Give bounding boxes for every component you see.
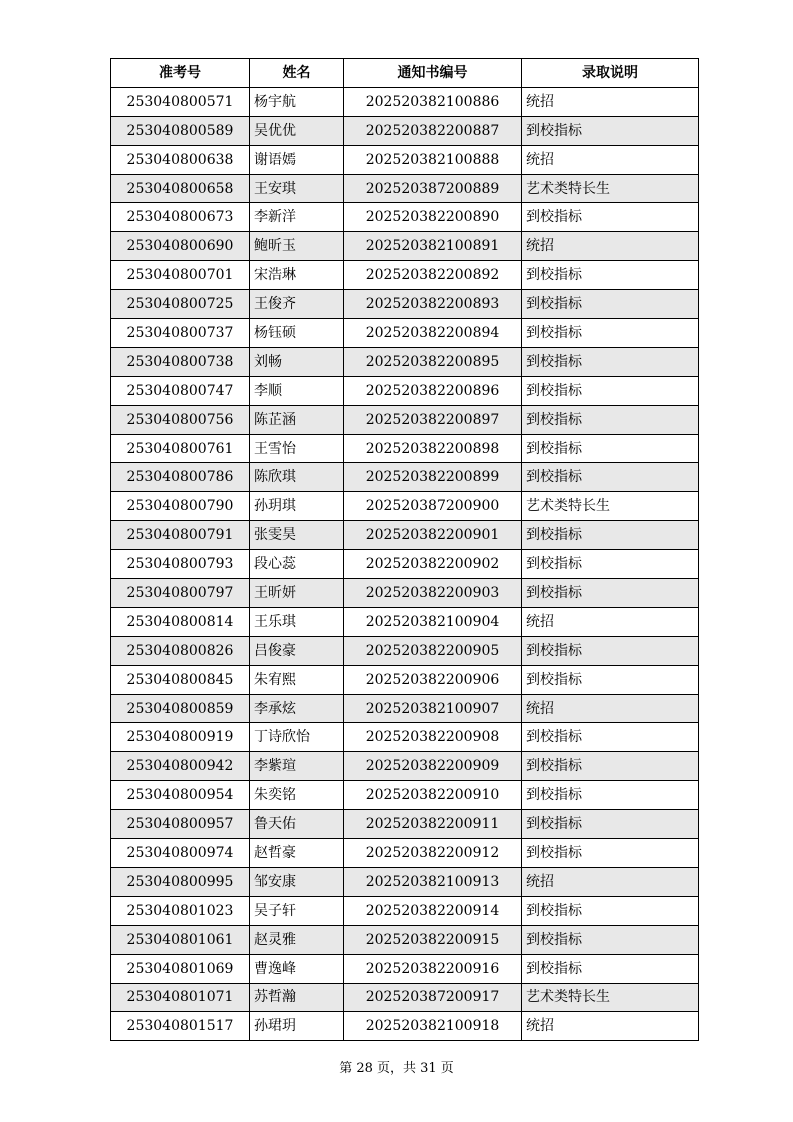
table-row bbox=[111, 839, 699, 868]
cell-notice-number: 202520382200896 bbox=[344, 376, 522, 405]
cell-exam-number: 253040800738 bbox=[111, 347, 250, 376]
table-header-row bbox=[111, 59, 699, 88]
cell-admission-note: 统招 bbox=[522, 694, 699, 723]
header-exam-number: 准考号 bbox=[111, 59, 250, 88]
cell-name: 刘畅 bbox=[250, 347, 344, 376]
cell-name: 宋浩琳 bbox=[250, 261, 344, 290]
cell-notice-number: 202520382200898 bbox=[344, 434, 522, 463]
cell-notice-number: 202520382200914 bbox=[344, 896, 522, 925]
cell-name: 吴优优 bbox=[250, 116, 344, 145]
cell-exam-number: 253040800797 bbox=[111, 579, 250, 608]
cell-name: 邹安康 bbox=[250, 867, 344, 896]
cell-admission-note: 到校指标 bbox=[522, 896, 699, 925]
table-row bbox=[111, 550, 699, 579]
cell-notice-number: 202520382200894 bbox=[344, 319, 522, 348]
cell-notice-number: 202520382200911 bbox=[344, 810, 522, 839]
cell-name: 张雯昊 bbox=[250, 521, 344, 550]
cell-name: 王雪怡 bbox=[250, 434, 344, 463]
cell-admission-note: 到校指标 bbox=[522, 579, 699, 608]
table-row bbox=[111, 434, 699, 463]
cell-notice-number: 202520382200916 bbox=[344, 954, 522, 983]
cell-notice-number: 202520382100907 bbox=[344, 694, 522, 723]
admission-table bbox=[110, 58, 699, 1041]
cell-name: 杨钰硕 bbox=[250, 319, 344, 348]
cell-name: 陈欣琪 bbox=[250, 463, 344, 492]
table-row bbox=[111, 607, 699, 636]
cell-admission-note: 到校指标 bbox=[522, 925, 699, 954]
cell-notice-number: 202520382200915 bbox=[344, 925, 522, 954]
cell-exam-number: 253040800859 bbox=[111, 694, 250, 723]
cell-notice-number: 202520382200892 bbox=[344, 261, 522, 290]
cell-exam-number: 253040800957 bbox=[111, 810, 250, 839]
cell-name: 李新洋 bbox=[250, 203, 344, 232]
cell-exam-number: 253040800919 bbox=[111, 723, 250, 752]
cell-admission-note: 到校指标 bbox=[522, 665, 699, 694]
cell-exam-number: 253040800995 bbox=[111, 867, 250, 896]
cell-admission-note: 到校指标 bbox=[522, 319, 699, 348]
cell-exam-number: 253040801023 bbox=[111, 896, 250, 925]
cell-name: 鲍昕玉 bbox=[250, 232, 344, 261]
cell-notice-number: 202520382200890 bbox=[344, 203, 522, 232]
cell-notice-number: 202520382100891 bbox=[344, 232, 522, 261]
table-row bbox=[111, 319, 699, 348]
cell-admission-note: 统招 bbox=[522, 867, 699, 896]
table-row bbox=[111, 290, 699, 319]
cell-name: 王安琪 bbox=[250, 174, 344, 203]
cell-name: 赵灵雅 bbox=[250, 925, 344, 954]
cell-exam-number: 253040800725 bbox=[111, 290, 250, 319]
table-row bbox=[111, 752, 699, 781]
cell-name: 杨宇航 bbox=[250, 87, 344, 116]
cell-exam-number: 253040800954 bbox=[111, 781, 250, 810]
cell-admission-note: 到校指标 bbox=[522, 434, 699, 463]
cell-notice-number: 202520382100886 bbox=[344, 87, 522, 116]
table-row bbox=[111, 694, 699, 723]
cell-notice-number: 202520387200889 bbox=[344, 174, 522, 203]
cell-admission-note: 艺术类特长生 bbox=[522, 983, 699, 1012]
table-row bbox=[111, 636, 699, 665]
cell-admission-note: 到校指标 bbox=[522, 203, 699, 232]
cell-notice-number: 202520382200901 bbox=[344, 521, 522, 550]
cell-admission-note: 统招 bbox=[522, 607, 699, 636]
cell-exam-number: 253040800761 bbox=[111, 434, 250, 463]
header-name: 姓名 bbox=[250, 59, 344, 88]
cell-notice-number: 202520382200910 bbox=[344, 781, 522, 810]
cell-name: 赵哲豪 bbox=[250, 839, 344, 868]
cell-name: 王俊齐 bbox=[250, 290, 344, 319]
table-row bbox=[111, 347, 699, 376]
cell-admission-note: 统招 bbox=[522, 87, 699, 116]
table-row bbox=[111, 810, 699, 839]
table-row bbox=[111, 781, 699, 810]
cell-exam-number: 253040800790 bbox=[111, 492, 250, 521]
cell-admission-note: 到校指标 bbox=[522, 521, 699, 550]
cell-notice-number: 202520382200908 bbox=[344, 723, 522, 752]
cell-exam-number: 253040800690 bbox=[111, 232, 250, 261]
cell-name: 王乐琪 bbox=[250, 607, 344, 636]
cell-exam-number: 253040801517 bbox=[111, 1012, 250, 1041]
table-row bbox=[111, 896, 699, 925]
table-row bbox=[111, 463, 699, 492]
table-row bbox=[111, 723, 699, 752]
cell-admission-note: 统招 bbox=[522, 1012, 699, 1041]
table-row bbox=[111, 261, 699, 290]
cell-name: 陈芷涵 bbox=[250, 405, 344, 434]
cell-admission-note: 到校指标 bbox=[522, 781, 699, 810]
cell-exam-number: 253040800747 bbox=[111, 376, 250, 405]
page-footer: 第 28 页，共 31 页 bbox=[339, 1061, 454, 1076]
cell-notice-number: 202520382200905 bbox=[344, 636, 522, 665]
cell-admission-note: 到校指标 bbox=[522, 116, 699, 145]
cell-admission-note: 到校指标 bbox=[522, 463, 699, 492]
cell-notice-number: 202520382200906 bbox=[344, 665, 522, 694]
header-notice-number: 通知书编号 bbox=[344, 59, 522, 88]
header-admission-note: 录取说明 bbox=[522, 59, 699, 88]
cell-notice-number: 202520382200897 bbox=[344, 405, 522, 434]
cell-name: 孙玥琪 bbox=[250, 492, 344, 521]
cell-notice-number: 202520382200893 bbox=[344, 290, 522, 319]
cell-admission-note: 到校指标 bbox=[522, 550, 699, 579]
table-row bbox=[111, 232, 699, 261]
cell-exam-number: 253040800786 bbox=[111, 463, 250, 492]
cell-name: 朱宥熙 bbox=[250, 665, 344, 694]
cell-notice-number: 202520382200899 bbox=[344, 463, 522, 492]
cell-admission-note: 艺术类特长生 bbox=[522, 492, 699, 521]
cell-name: 段心蕊 bbox=[250, 550, 344, 579]
table-row bbox=[111, 925, 699, 954]
cell-name: 谢语嫣 bbox=[250, 145, 344, 174]
cell-exam-number: 253040800974 bbox=[111, 839, 250, 868]
table-row bbox=[111, 1012, 699, 1041]
cell-notice-number: 202520382200902 bbox=[344, 550, 522, 579]
cell-name: 鲁天佑 bbox=[250, 810, 344, 839]
table-row bbox=[111, 492, 699, 521]
cell-notice-number: 202520382200903 bbox=[344, 579, 522, 608]
cell-exam-number: 253040800589 bbox=[111, 116, 250, 145]
cell-notice-number: 202520382100904 bbox=[344, 607, 522, 636]
cell-notice-number: 202520382100913 bbox=[344, 867, 522, 896]
cell-notice-number: 202520387200900 bbox=[344, 492, 522, 521]
table-row bbox=[111, 405, 699, 434]
cell-name: 苏哲瀚 bbox=[250, 983, 344, 1012]
cell-notice-number: 202520382200909 bbox=[344, 752, 522, 781]
table-row bbox=[111, 203, 699, 232]
cell-admission-note: 到校指标 bbox=[522, 636, 699, 665]
cell-notice-number: 202520382200887 bbox=[344, 116, 522, 145]
cell-name: 李承炫 bbox=[250, 694, 344, 723]
cell-notice-number: 202520382100918 bbox=[344, 1012, 522, 1041]
cell-notice-number: 202520387200917 bbox=[344, 983, 522, 1012]
cell-admission-note: 艺术类特长生 bbox=[522, 174, 699, 203]
cell-exam-number: 253040800826 bbox=[111, 636, 250, 665]
table-row bbox=[111, 579, 699, 608]
cell-exam-number: 253040800814 bbox=[111, 607, 250, 636]
table-row bbox=[111, 983, 699, 1012]
cell-admission-note: 到校指标 bbox=[522, 810, 699, 839]
cell-exam-number: 253040800791 bbox=[111, 521, 250, 550]
cell-admission-note: 到校指标 bbox=[522, 723, 699, 752]
cell-exam-number: 253040800701 bbox=[111, 261, 250, 290]
table-row bbox=[111, 174, 699, 203]
cell-exam-number: 253040800658 bbox=[111, 174, 250, 203]
cell-admission-note: 统招 bbox=[522, 145, 699, 174]
cell-admission-note: 到校指标 bbox=[522, 839, 699, 868]
cell-name: 吕俊豪 bbox=[250, 636, 344, 665]
cell-exam-number: 253040800942 bbox=[111, 752, 250, 781]
cell-admission-note: 到校指标 bbox=[522, 347, 699, 376]
table-row bbox=[111, 867, 699, 896]
cell-name: 曹逸峰 bbox=[250, 954, 344, 983]
table-row bbox=[111, 376, 699, 405]
table-body bbox=[111, 87, 699, 1040]
admission-list-sheet bbox=[110, 58, 699, 1041]
cell-exam-number: 253040800673 bbox=[111, 203, 250, 232]
cell-admission-note: 到校指标 bbox=[522, 376, 699, 405]
cell-notice-number: 202520382200895 bbox=[344, 347, 522, 376]
cell-exam-number: 253040800638 bbox=[111, 145, 250, 174]
cell-exam-number: 253040800737 bbox=[111, 319, 250, 348]
cell-exam-number: 253040800571 bbox=[111, 87, 250, 116]
table-row bbox=[111, 145, 699, 174]
cell-exam-number: 253040801071 bbox=[111, 983, 250, 1012]
cell-name: 李紫瑄 bbox=[250, 752, 344, 781]
cell-admission-note: 到校指标 bbox=[522, 405, 699, 434]
cell-name: 王昕妍 bbox=[250, 579, 344, 608]
cell-name: 吴子轩 bbox=[250, 896, 344, 925]
cell-notice-number: 202520382200912 bbox=[344, 839, 522, 868]
cell-exam-number: 253040800793 bbox=[111, 550, 250, 579]
cell-admission-note: 统招 bbox=[522, 232, 699, 261]
cell-admission-note: 到校指标 bbox=[522, 261, 699, 290]
cell-name: 李顺 bbox=[250, 376, 344, 405]
table-row bbox=[111, 954, 699, 983]
cell-admission-note: 到校指标 bbox=[522, 954, 699, 983]
table-row bbox=[111, 87, 699, 116]
table-row bbox=[111, 665, 699, 694]
cell-name: 孙珺玥 bbox=[250, 1012, 344, 1041]
cell-admission-note: 到校指标 bbox=[522, 752, 699, 781]
cell-notice-number: 202520382100888 bbox=[344, 145, 522, 174]
cell-admission-note: 到校指标 bbox=[522, 290, 699, 319]
cell-exam-number: 253040801061 bbox=[111, 925, 250, 954]
cell-exam-number: 253040800756 bbox=[111, 405, 250, 434]
table-row bbox=[111, 116, 699, 145]
cell-name: 朱奕铭 bbox=[250, 781, 344, 810]
cell-name: 丁诗欣怡 bbox=[250, 723, 344, 752]
cell-exam-number: 253040801069 bbox=[111, 954, 250, 983]
table-row bbox=[111, 521, 699, 550]
cell-exam-number: 253040800845 bbox=[111, 665, 250, 694]
